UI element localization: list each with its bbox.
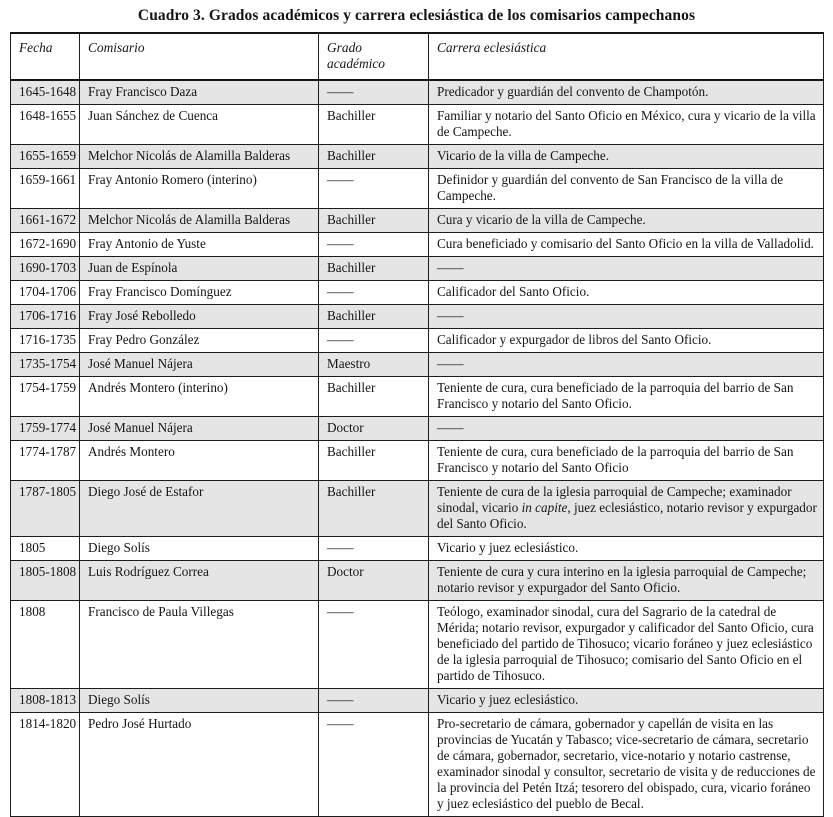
table-body	[11, 80, 824, 817]
table-row	[11, 713, 824, 817]
table-row	[11, 561, 824, 601]
carrera-text: Teniente de cura de la iglesia parroquial de Campeche; examinador sinodal, vicario	[437, 484, 792, 515]
carrera-cell: ——	[429, 353, 824, 377]
fecha-cell: 1690-1703	[11, 257, 80, 281]
header-row	[11, 33, 824, 80]
fecha-cell: 1805	[11, 537, 80, 561]
fecha-cell: 1754-1759	[11, 377, 80, 417]
table-title: Cuadro 3. Grados académicos y carrera eclesiástica de los comisarios campechanos	[137, 7, 696, 24]
grado-cell: ——	[319, 281, 429, 305]
table-row	[11, 689, 824, 713]
fecha-cell: 1655-1659	[11, 145, 80, 169]
table-row	[11, 329, 824, 353]
comisario-cell: Fray Francisco Daza	[80, 80, 319, 105]
comisario-cell: Pedro José Hurtado	[80, 713, 319, 817]
carrera-cell: ——	[429, 417, 824, 441]
comisario-cell: Luis Rodríguez Correa	[80, 561, 319, 601]
carrera-cell: Vicario y juez eclesiástico.	[429, 537, 824, 561]
comisario-cell: Fray Antonio Romero (interino)	[80, 169, 319, 209]
table-row	[11, 305, 824, 329]
carrera-cell: Predicador y guardián del convento de Champotón.	[429, 80, 824, 105]
comisario-cell: Francisco de Paula Villegas	[80, 601, 319, 689]
comisario-cell: Melchor Nicolás de Alamilla Balderas	[80, 209, 319, 233]
carrera-cell	[429, 481, 824, 537]
carrera-cell: ——	[429, 305, 824, 329]
grado-cell: Bachiller	[319, 481, 429, 537]
table-row	[11, 417, 824, 441]
grado-cell: Bachiller	[319, 257, 429, 281]
col-header-carrera: Carrera eclesiástica	[429, 33, 824, 80]
table-row	[11, 481, 824, 537]
grado-cell: Bachiller	[319, 209, 429, 233]
grado-cell: Bachiller	[319, 145, 429, 169]
grado-cell: ——	[319, 80, 429, 105]
col-header-fecha: Fecha	[11, 33, 80, 80]
carrera-cell: Cura y vicario de la villa de Campeche.	[429, 209, 824, 233]
fecha-cell: 1659-1661	[11, 169, 80, 209]
carrera-cell: Teniente de cura, cura beneficiado de la parroquia del barrio de San Francisco y notario del Santo Oficio.	[429, 377, 824, 417]
grado-cell: Bachiller	[319, 105, 429, 145]
table-row	[11, 233, 824, 257]
grado-cell: Maestro	[319, 353, 429, 377]
grado-cell: ——	[319, 233, 429, 257]
table-row	[11, 145, 824, 169]
fecha-cell: 1716-1735	[11, 329, 80, 353]
grado-cell: Doctor	[319, 561, 429, 601]
carrera-cell: Definidor y guardián del convento de San Francisco de la villa de Campeche.	[429, 169, 824, 209]
comisario-cell: José Manuel Nájera	[80, 353, 319, 377]
table-row	[11, 537, 824, 561]
col-header-grado: Grado académico	[319, 33, 429, 80]
table-row	[11, 257, 824, 281]
grado-cell: Bachiller	[319, 305, 429, 329]
carrera-cell: Calificador del Santo Oficio.	[429, 281, 824, 305]
table-header	[11, 33, 824, 80]
comisario-cell: Andrés Montero	[80, 441, 319, 481]
comisario-cell: Fray Antonio de Yuste	[80, 233, 319, 257]
grado-cell: Doctor	[319, 417, 429, 441]
carrera-cell: Vicario y juez eclesiástico.	[429, 689, 824, 713]
comisarios-table	[10, 32, 824, 817]
fecha-cell: 1774-1787	[11, 441, 80, 481]
carrera-cell: Pro-secretario de cámara, gobernador y capellán de visita en las provincias de Yucatán y Tabasco; vice-secretario de cámara, secretario de cámara, gobernador, secretario, vice-notario y notario castrense, examinador sinodal y consultor, secretario de visita y de reducciones de la provincia del Petén Itzá; tesorero del obispado, cura, vicario foráneo y juez eclesiástico del pueblo de Becal.	[429, 713, 824, 817]
carrera-cell: Vicario de la villa de Campeche.	[429, 145, 824, 169]
comisario-cell: Diego Solís	[80, 689, 319, 713]
table-row	[11, 353, 824, 377]
carrera-cell: Teniente de cura y cura interino en la iglesia parroquial de Campeche; notario revisor y expurgador del Santo Oficio.	[429, 561, 824, 601]
comisario-cell: Fray Pedro González	[80, 329, 319, 353]
grado-cell: ——	[319, 601, 429, 689]
table-row	[11, 105, 824, 145]
grado-cell: ——	[319, 169, 429, 209]
fecha-cell: 1814-1820	[11, 713, 80, 817]
table-row	[11, 601, 824, 689]
comisario-cell: Fray José Rebolledo	[80, 305, 319, 329]
comisario-cell: Diego Solís	[80, 537, 319, 561]
grado-cell: Bachiller	[319, 441, 429, 481]
carrera-cell: Familiar y notario del Santo Oficio en México, cura y vicario de la villa de Campeche.	[429, 105, 824, 145]
col-header-comisario: Comisario	[80, 33, 319, 80]
grado-cell: ——	[319, 329, 429, 353]
latin-phrase-italic: in capite	[521, 500, 568, 515]
fecha-cell: 1735-1754	[11, 353, 80, 377]
grado-cell: ——	[319, 689, 429, 713]
table-row	[11, 377, 824, 417]
carrera-cell: Teólogo, examinador sinodal, cura del Sagrario de la catedral de Mérida; notario revisor, expurgador y calificador del Santo Oficio, cura beneficiado del partido de Tihosuco; vicario foráneo y juez eclesiástico de la iglesia parroquial de Tihosuco; comisario del Santo Oficio en el partido de Tihosuco.	[429, 601, 824, 689]
fecha-cell: 1808-1813	[11, 689, 80, 713]
grado-cell: Bachiller	[319, 377, 429, 417]
fecha-cell: 1645-1648	[11, 80, 80, 105]
table-row	[11, 80, 824, 105]
comisario-cell: Diego José de Estafor	[80, 481, 319, 537]
fecha-cell: 1808	[11, 601, 80, 689]
fecha-cell: 1704-1706	[11, 281, 80, 305]
comisario-cell: Andrés Montero (interino)	[80, 377, 319, 417]
fecha-cell: 1672-1690	[11, 233, 80, 257]
comisario-cell: Juan de Espínola	[80, 257, 319, 281]
fecha-cell: 1787-1805	[11, 481, 80, 537]
table-row	[11, 169, 824, 209]
comisario-cell: Fray Francisco Domínguez	[80, 281, 319, 305]
table-row	[11, 281, 824, 305]
fecha-cell: 1661-1672	[11, 209, 80, 233]
comisario-cell: Melchor Nicolás de Alamilla Balderas	[80, 145, 319, 169]
table-row	[11, 209, 824, 233]
carrera-cell: Teniente de cura, cura beneficiado de la parroquia del barrio de San Francisco y notario del Santo Oficio	[429, 441, 824, 481]
table-row	[11, 441, 824, 481]
fecha-cell: 1805-1808	[11, 561, 80, 601]
fecha-cell: 1759-1774	[11, 417, 80, 441]
carrera-cell: Calificador y expurgador de libros del Santo Oficio.	[429, 329, 824, 353]
carrera-text: , juez eclesiástico, notario revisor y expurgador del Santo Oficio.	[437, 500, 817, 531]
comisario-cell: Juan Sánchez de Cuenca	[80, 105, 319, 145]
comisario-cell: José Manuel Nájera	[80, 417, 319, 441]
carrera-cell: ——	[429, 257, 824, 281]
grado-cell: ——	[319, 537, 429, 561]
fecha-cell: 1706-1716	[11, 305, 80, 329]
fecha-cell: 1648-1655	[11, 105, 80, 145]
carrera-cell: Cura beneficiado y comisario del Santo Oficio en la villa de Valladolid.	[429, 233, 824, 257]
grado-cell: ——	[319, 713, 429, 817]
